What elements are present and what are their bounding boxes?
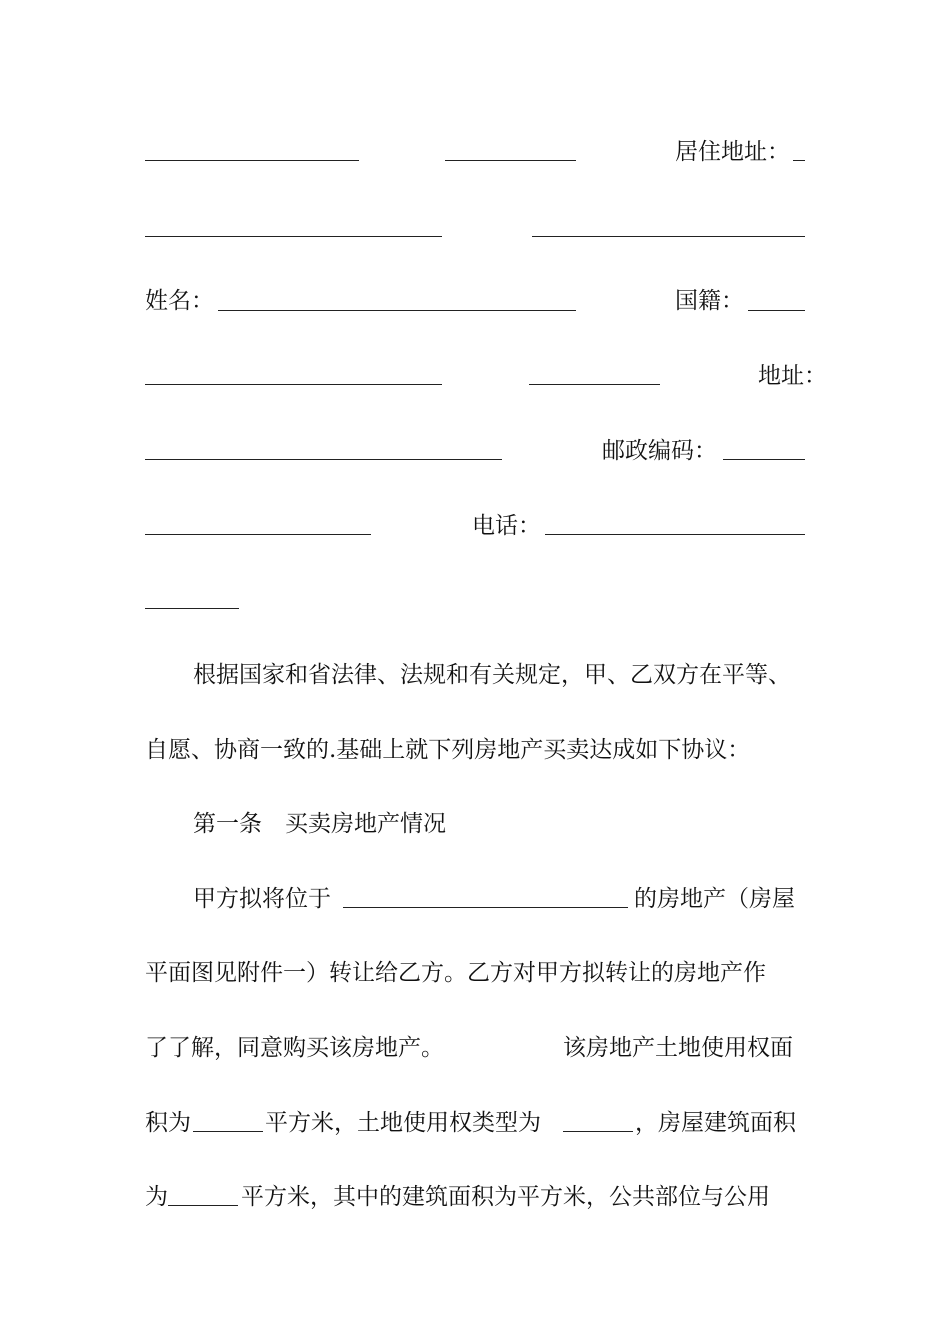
article-heading: 第一条 买卖房地产情况 [193,811,446,837]
address-field[interactable] [145,459,502,460]
postcode-field[interactable] [723,459,805,460]
paragraph-line: 积为 [145,1110,191,1136]
blank-line[interactable] [145,236,442,237]
blank-line[interactable] [145,384,442,385]
blank-line[interactable] [529,384,660,385]
paragraph-line: 的房地产（房屋 [634,886,795,912]
name-label: 姓名： [145,288,214,314]
building-area-field[interactable] [168,1205,238,1206]
postcode-label: 邮政编码： [602,438,717,464]
residence-address-blank[interactable] [793,160,805,161]
name-field[interactable] [218,310,576,311]
phone-field[interactable] [545,534,805,535]
blank-line[interactable] [145,608,239,609]
paragraph-line: 甲方拟将位于 [193,886,331,912]
phone-label: 电话： [472,513,541,539]
address-label: 地址： [758,363,827,389]
paragraph-line: 平方米，土地使用权类型为 [265,1110,541,1136]
property-location-field[interactable] [343,907,628,908]
blank-line[interactable] [145,160,359,161]
nationality-label: 国籍： [675,288,744,314]
land-area-field[interactable] [193,1131,263,1132]
paragraph-line: 根据国家和省法律、法规和有关规定，甲、乙双方在平等、 [193,662,791,688]
nationality-field[interactable] [748,310,805,311]
paragraph-line: 自愿、协商一致的.基础上就下列房地产买卖达成如下协议： [145,737,751,763]
paragraph-line: ，房屋建筑面积 [635,1110,796,1136]
paragraph-line: 了了解，同意购买该房地产。 [145,1035,444,1061]
residence-address-label: 居住地址： [675,139,790,165]
blank-line[interactable] [532,236,805,237]
paragraph-line: 该房地产土地使用权面 [563,1035,793,1061]
blank-line[interactable] [445,160,576,161]
paragraph-line: 平方米，其中的建筑面积为平方米，公共部位与公用 [241,1184,770,1210]
blank-line[interactable] [145,534,371,535]
paragraph-line: 平面图见附件一）转让给乙方。乙方对甲方拟转让的房地产作 [145,960,766,986]
paragraph-line: 为 [145,1184,168,1210]
land-use-type-field[interactable] [563,1131,633,1132]
